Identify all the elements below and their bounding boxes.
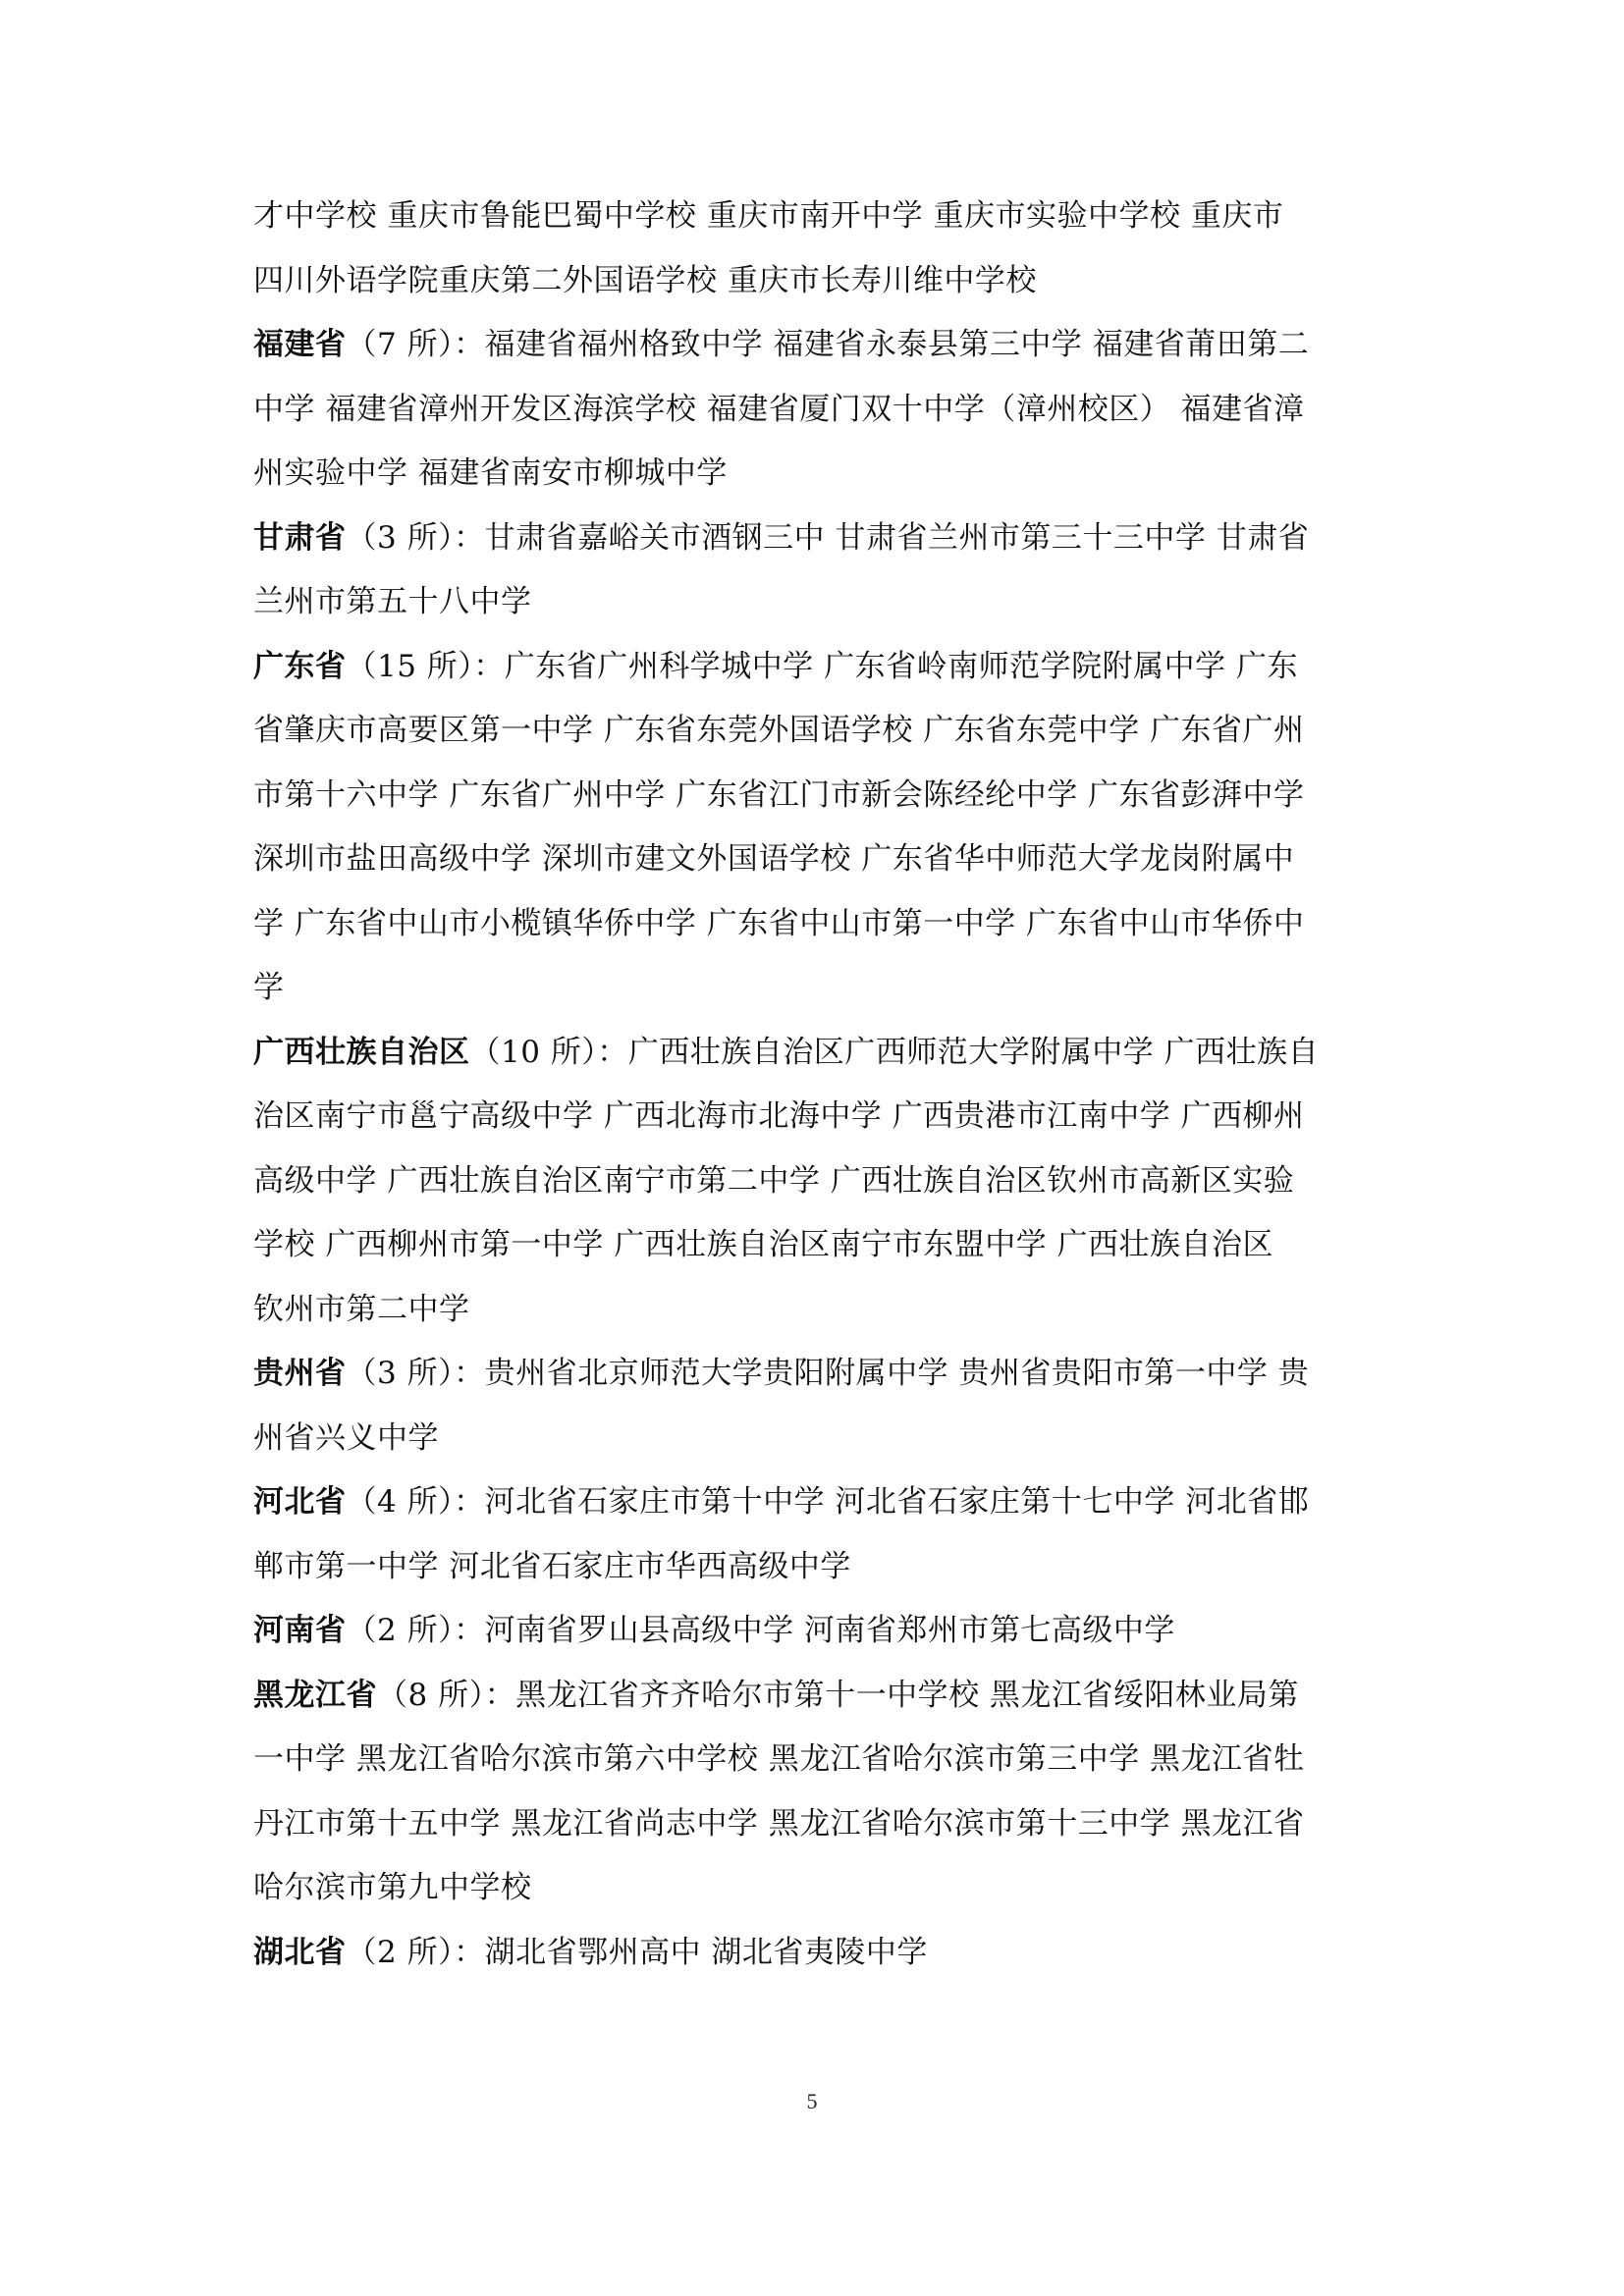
line-text: 四川外语学院重庆第二外国语学校 重庆市长寿川维中学校 [253, 263, 1037, 298]
province-label: 贵州省 [253, 1356, 347, 1391]
province-heading-line [253, 1671, 1299, 1720]
text-line [253, 963, 285, 1012]
line-text: 一中学 黑龙江省哈尔滨市第六中学校 黑龙江省哈尔滨市第三中学 黑龙江省牡 [253, 1741, 1305, 1777]
province-label: 福建省 [253, 327, 347, 362]
line-text: （8 所）：黑龙江省齐齐哈尔市第十一中学校 黑龙江省绥阳林业局第 [377, 1678, 1299, 1713]
province-heading-line [253, 642, 1298, 691]
province-label: 黑龙江省 [253, 1678, 377, 1713]
line-text: 治区南宁市邕宁高级中学 广西北海市北海中学 广西贵港市江南中学 广西柳州 [253, 1098, 1305, 1134]
line-text: （10 所）：广西壮族自治区广西师范大学附属中学 广西壮族自 [469, 1035, 1320, 1070]
province-heading-line [253, 1606, 1175, 1655]
text-line [253, 577, 532, 626]
line-text: （2 所）：河南省罗山县高级中学 河南省郑州市第七高级中学 [346, 1613, 1175, 1648]
line-text: 州实验中学 福建省南安市柳城中学 [253, 455, 728, 491]
line-text: 学 广东省中山市小榄镇华侨中学 广东省中山市第一中学 广东省中山市华侨中 [253, 906, 1305, 941]
line-text: 哈尔滨市第九中学校 [253, 1870, 532, 1905]
province-heading-line [253, 320, 1309, 369]
line-text: （15 所）：广东省广州科学城中学 广东省岭南师范学院附属中学 广东 [346, 649, 1299, 684]
text-line [253, 1863, 532, 1912]
text-line [253, 1092, 1305, 1141]
line-text: 兰州市第五十八中学 [253, 584, 532, 619]
page-number: 5 [806, 2089, 818, 2113]
line-text: （3 所）：甘肃省嘉峪关市酒钢三中 甘肃省兰州市第三十三中学 甘肃省 [346, 520, 1310, 556]
text-line [253, 1799, 1305, 1848]
text-line [253, 1542, 851, 1591]
text-line [253, 256, 1037, 305]
text-line [253, 1414, 439, 1463]
line-text: 丹江市第十五中学 黑龙江省尚志中学 黑龙江省哈尔滨市第十三中学 黑龙江省 [253, 1806, 1305, 1842]
line-text: 学校 广西柳州市第一中学 广西壮族自治区南宁市东盟中学 广西壮族自治区 [253, 1227, 1274, 1262]
province-label: 甘肃省 [253, 520, 347, 556]
province-label: 河北省 [253, 1484, 347, 1520]
text-line [253, 1156, 1294, 1205]
text-line [253, 1735, 1305, 1784]
text-line [253, 834, 1294, 883]
line-text: 高级中学 广西壮族自治区南宁市第二中学 广西壮族自治区钦州市高新区实验 [253, 1163, 1295, 1199]
line-text: 中学 福建省漳州开发区海滨学校 福建省厦门双十中学（漳州校区） 福建省漳 [253, 392, 1305, 427]
province-label: 河南省 [253, 1613, 347, 1648]
line-text: （3 所）：贵州省北京师范大学贵阳附属中学 贵州省贵阳市第一中学 贵 [346, 1356, 1310, 1391]
province-label: 广西壮族自治区 [253, 1035, 470, 1070]
text-line [253, 385, 1305, 434]
line-text: 学 [253, 970, 285, 1005]
line-text: 省肇庆市高要区第一中学 广东省东莞外国语学校 广东省东莞中学 广东省广州 [253, 713, 1305, 748]
text-line [253, 1220, 1273, 1269]
line-text: （2 所）：湖北省鄂州高中 湖北省夷陵中学 [346, 1935, 928, 1970]
text-line [253, 449, 728, 498]
province-heading-line [253, 1028, 1319, 1077]
line-text: （4 所）：河北省石家庄市第十中学 河北省石家庄第十七中学 河北省邯 [346, 1484, 1310, 1520]
province-label: 广东省 [253, 649, 347, 684]
text-line [253, 771, 1305, 820]
line-text: 州省兴义中学 [253, 1420, 439, 1456]
line-text: 市第十六中学 广东省广州中学 广东省江门市新会陈经纶中学 广东省彭湃中学 [253, 777, 1305, 813]
line-text: 郸市第一中学 河北省石家庄市华西高级中学 [253, 1549, 851, 1584]
province-label: 湖北省 [253, 1935, 347, 1970]
province-heading-line [253, 1349, 1309, 1398]
province-heading-line [253, 1477, 1309, 1526]
province-heading-line [253, 513, 1309, 562]
text-line [253, 191, 1283, 240]
text-line [253, 706, 1305, 755]
province-heading-line [253, 1928, 928, 1977]
line-text: （7 所）：福建省福州格致中学 福建省永泰县第三中学 福建省莆田第二 [346, 327, 1310, 362]
text-line [253, 1285, 470, 1334]
line-text: 钦州市第二中学 [253, 1292, 470, 1327]
line-text: 才中学校 重庆市鲁能巴蜀中学校 重庆市南开中学 重庆市实验中学校 重庆市 [253, 198, 1284, 234]
text-line [253, 899, 1305, 948]
line-text: 深圳市盐田高级中学 深圳市建文外国语学校 广东省华中师范大学龙岗附属中 [253, 841, 1295, 877]
